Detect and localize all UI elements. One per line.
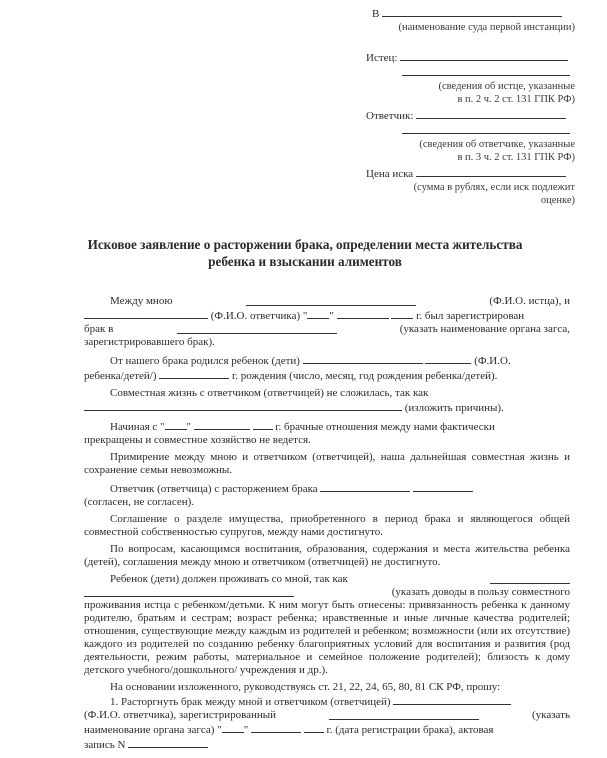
consent-blank-2 [413,481,473,492]
p1-c: (Ф.И.О. ответчика) " [210,310,308,322]
p9-a: Ребенок (дети) должен проживать со мной, так как [110,573,348,585]
para-2-line-1 [84,353,570,368]
p1-g: (указать наименование органа загса, [399,323,570,335]
p1-d: " [329,310,334,322]
p1-h: зарегистрировавшего брак). [84,336,215,348]
p11-d: наименование органа загса) " [84,724,222,736]
document-title [40,236,570,270]
para-2-line-2 [84,368,570,383]
p11-f: г. (дата регистрации брака), актовая [326,724,494,736]
p2-b: (Ф.И.О. [474,355,511,367]
p2-a: От нашего брака родился ребенок (дети) [110,355,300,367]
p4-c: г. брачные отношения между нами фактически [275,421,495,433]
since-month-blank [194,419,250,430]
p3-b: (изложить причины). [404,402,504,414]
birth-year-blank [159,368,229,379]
para-1-line-2 [84,308,570,323]
p1-b: (Ф.И.О. истца), и [489,295,570,307]
registry-blank [177,323,337,334]
p9-c: проживания истца с ребенком/детьми. К ним могут быть отнесены: привязанность ребенка к данному родителю, братьям и сестрам; возраст ребенка; нравственные и иные личные качества родителей; отношения, существующие между каждым из родителей и ребенком; возможности (или их отсутствие) каждого из родителей по созданию ребенку благоприятных условий для воспитания и развития (род деятельности, режим работы, материальное и семейное положение родителей); близость к дому детского учебного/дошкольного/ учреждения и др.). [84,599,570,676]
para-3-line-2 [84,400,570,415]
plaintiff-blank-2 [402,65,570,76]
para-11-line-1 [84,694,570,709]
arguments-blank [490,573,570,584]
p11-g: запись N [84,739,126,751]
price-hint-1: (сумма в рублях, если иск подлежит [413,182,575,193]
para-11-line-2 [84,709,570,722]
p11-b: (Ф.И.О. ответчика), зарегистрированный [84,709,277,721]
arguments-blank-2 [84,586,294,597]
p9-b: (указать доводы в пользу совместного [391,586,570,598]
child-name-blank [303,353,423,364]
plaintiff-block [360,50,575,106]
p1-f: брак в [84,323,114,335]
para-9-line-1 [84,573,570,586]
p2-d: г. рождения (число, месяц, год рождения ребенка/детей). [232,370,498,382]
plaintiff-blank [400,50,568,61]
registry-office-blank [329,709,479,720]
p2-c: ребенка/детей/) [84,370,157,382]
month-blank [337,308,389,319]
p4-a: Начиная с " [110,421,165,433]
document-body [84,295,570,752]
defendant-blank [416,108,566,119]
p3-a: Совместная жизнь с ответчиком (ответчицей) не сложилась, так как [110,387,429,399]
price-hint-2: оценке) [540,195,575,206]
court-blank [382,6,562,17]
p11-c: (указать [531,709,570,721]
title-line-2: ребенка и взыскании алиментов [208,254,402,269]
para-11-line-3 [84,722,570,737]
record-number-blank [128,737,208,748]
plaintiff-hint-1: (сведения об истце, указанные [438,81,575,92]
reg-day-blank [222,722,244,733]
title-line-1: Исковое заявление о расторжении брака, определении места жительства [87,237,523,252]
para-9-line-2 [84,586,570,599]
defendant-blank-2 [402,123,570,134]
para-11-line-4 [84,737,570,752]
plaintiff-label: Истец: [366,52,398,64]
p4-b: " [186,421,192,433]
defendant-hint-2: в п. 3 ч. 2 ст. 131 ГПК РФ) [457,152,575,163]
p7: Соглашение о разделе имущества, приобретенного в период брака и являющегося общей совместной собственностью супругов, между нами достигнуто. [84,513,570,538]
p10: На основании изложенного, руководствуясь ст. 21, 22, 24, 65, 80, 81 СК РФ, прошу: [110,681,501,693]
p11-a: 1. Расторгнуть брак между мной и ответчиком (ответчицей) [110,696,391,708]
reasons-blank [84,400,402,411]
p11-e: " [243,724,249,736]
p1-e: г. был зарегистрирован [416,310,525,322]
para-1-line-1 [84,295,570,308]
p1-a: Между мною [110,295,173,307]
defendant-block [360,108,575,164]
child-name-blank-2 [425,353,471,364]
claim-price-block [360,166,575,207]
since-year-blank [253,419,273,430]
defendant-hint-1: (сведения об ответчике, указанные [419,139,575,150]
p6-b: (согласен, не согласен). [84,496,195,508]
price-blank [416,166,566,177]
defendant-label: Ответчик: [366,110,414,122]
plaintiff-hint-2: в п. 2 ч. 2 ст. 131 ГПК РФ) [457,94,575,105]
court-hint: (наименование суда первой инстанции) [398,22,575,33]
para-1-line-3 [84,323,570,336]
court-block [360,6,575,34]
dissolve-defendant-blank [393,694,511,705]
consent-blank [320,481,410,492]
para-4-line-1 [84,419,570,434]
p6-a: Ответчик (ответчица) с расторжением брака [110,483,318,495]
since-day-blank [165,419,187,430]
p4-d: прекращены и совместное хозяйство не ведется. [84,434,311,446]
defendant-name-blank [84,308,208,319]
p8: По вопросам, касающимся воспитания, образования, содержания и места жительства ребенка (детей), соглашения между мною и ответчиком (ответчицей) не достигнуто. [84,543,570,568]
price-label: Цена иска [366,168,414,180]
plaintiff-name-blank [246,295,416,306]
reg-year-blank [304,722,324,733]
p5: Примирение между мною и ответчиком (ответчицей), наша дальнейшая совместная жизнь и сохранение семьи невозможны. [84,451,570,476]
para-6-line-1 [84,481,570,496]
day-blank [307,308,329,319]
court-prefix: В [372,8,380,20]
reg-month-blank [251,722,301,733]
year-blank [391,308,413,319]
